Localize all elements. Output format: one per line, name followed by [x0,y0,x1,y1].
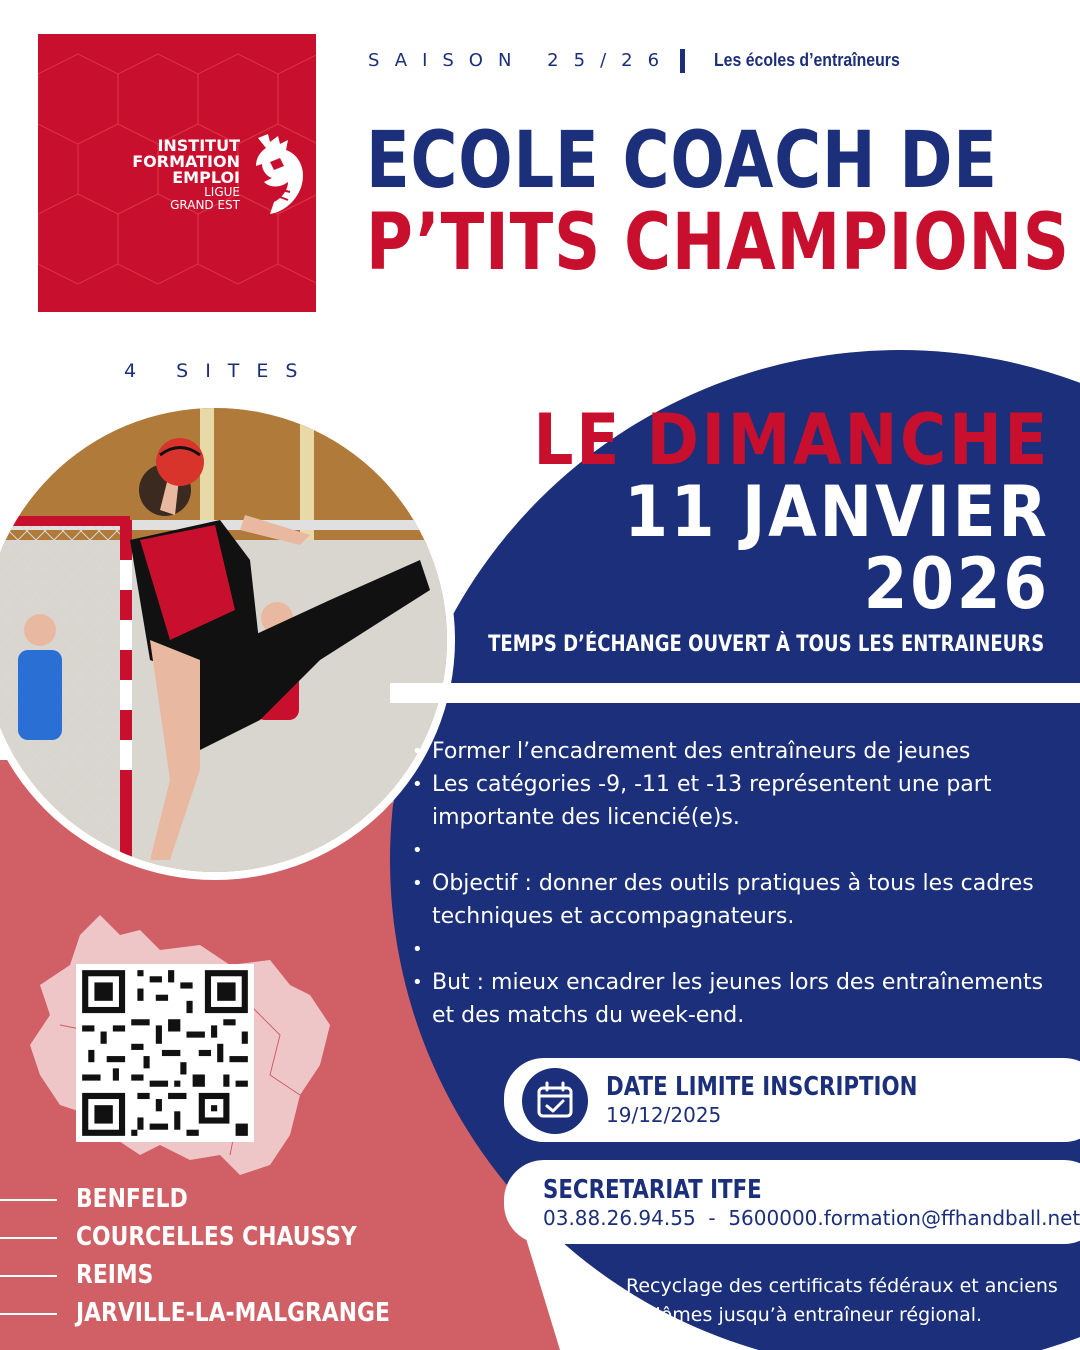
recycle-note: Recyclage des certificats fédéraux et anciens diplômes jusqu’à entraîneur régional. [626,1275,1058,1326]
logo-line-ligue: LIGUE [204,185,240,199]
logo-line-grand-est: GRAND EST [170,198,240,212]
secretariat-contact[interactable]: 03.88.26.94.55 - 5600000.formation@ffhandball.net [543,1206,1080,1230]
site-courcelles-chaussy: COURCELLES CHAUSSY [76,1222,357,1252]
bullet-item: • But : mieux encadrer les jeunes lors des entraînements et des matchs du week-end. [410,966,1070,1032]
qr-code-icon [76,964,254,1142]
secretariat-label: SECRETARIAT ITFE [543,1175,762,1205]
event-day: LE DIMANCHE [533,399,1050,481]
objectives-list [410,735,1070,1032]
calendar-badge [522,1068,588,1134]
title-line-1: ECOLE COACH DE [366,116,998,206]
rooster-icon [250,132,308,216]
schools-label: Les écoles d’entraîneurs [714,50,900,70]
divider-bar [390,683,1080,703]
site-jarville-la-malgrange: JARVILLE-LA-MALGRANGE [76,1298,390,1328]
bullet-spacer [410,933,1070,966]
site-reims: REIMS [76,1260,154,1290]
logo-line-formation: FORMATION [132,152,240,171]
deadline-label: DATE LIMITE INSCRIPTION [606,1072,918,1102]
bullet-spacer [410,834,1070,867]
event-year: 2026 [863,543,1050,625]
bullet-item: • Objectif : donner des outils pratiques à tous les cadres techniques et accompagnateurs. [410,867,1070,933]
logo-line-institut: INSTITUT [157,136,240,155]
sites-count: 4 SITES [124,360,315,382]
header-divider [680,49,685,73]
logo-text [98,138,240,212]
site-line [0,1237,57,1239]
site-line [0,1313,57,1315]
event-date: 11 JANVIER [624,471,1050,553]
season-label: SAISON 25/26 [368,50,675,71]
deadline-value: 19/12/2025 [606,1103,722,1127]
logo-line-emploi: EMPLOI [172,168,240,187]
itfe-logo [38,34,316,312]
event-tagline: TEMPS D’ÉCHANGE OUVERT À TOUS LES ENTRAINEURS [487,632,1044,657]
title-line-2: P’TITS CHAMPIONS [366,198,1070,288]
registration-qr-code[interactable] [76,964,254,1142]
bullet-item: • Former l’encadrement des entraîneurs de jeunes [410,735,1070,768]
site-benfeld: BENFELD [76,1184,188,1214]
calendar-check-icon [522,1068,588,1134]
site-line [0,1275,57,1277]
site-line [0,1199,57,1201]
bullet-item: • Les catégories -9, -11 et -13 représentent une part importante des licencié(e)s. [410,768,1070,834]
